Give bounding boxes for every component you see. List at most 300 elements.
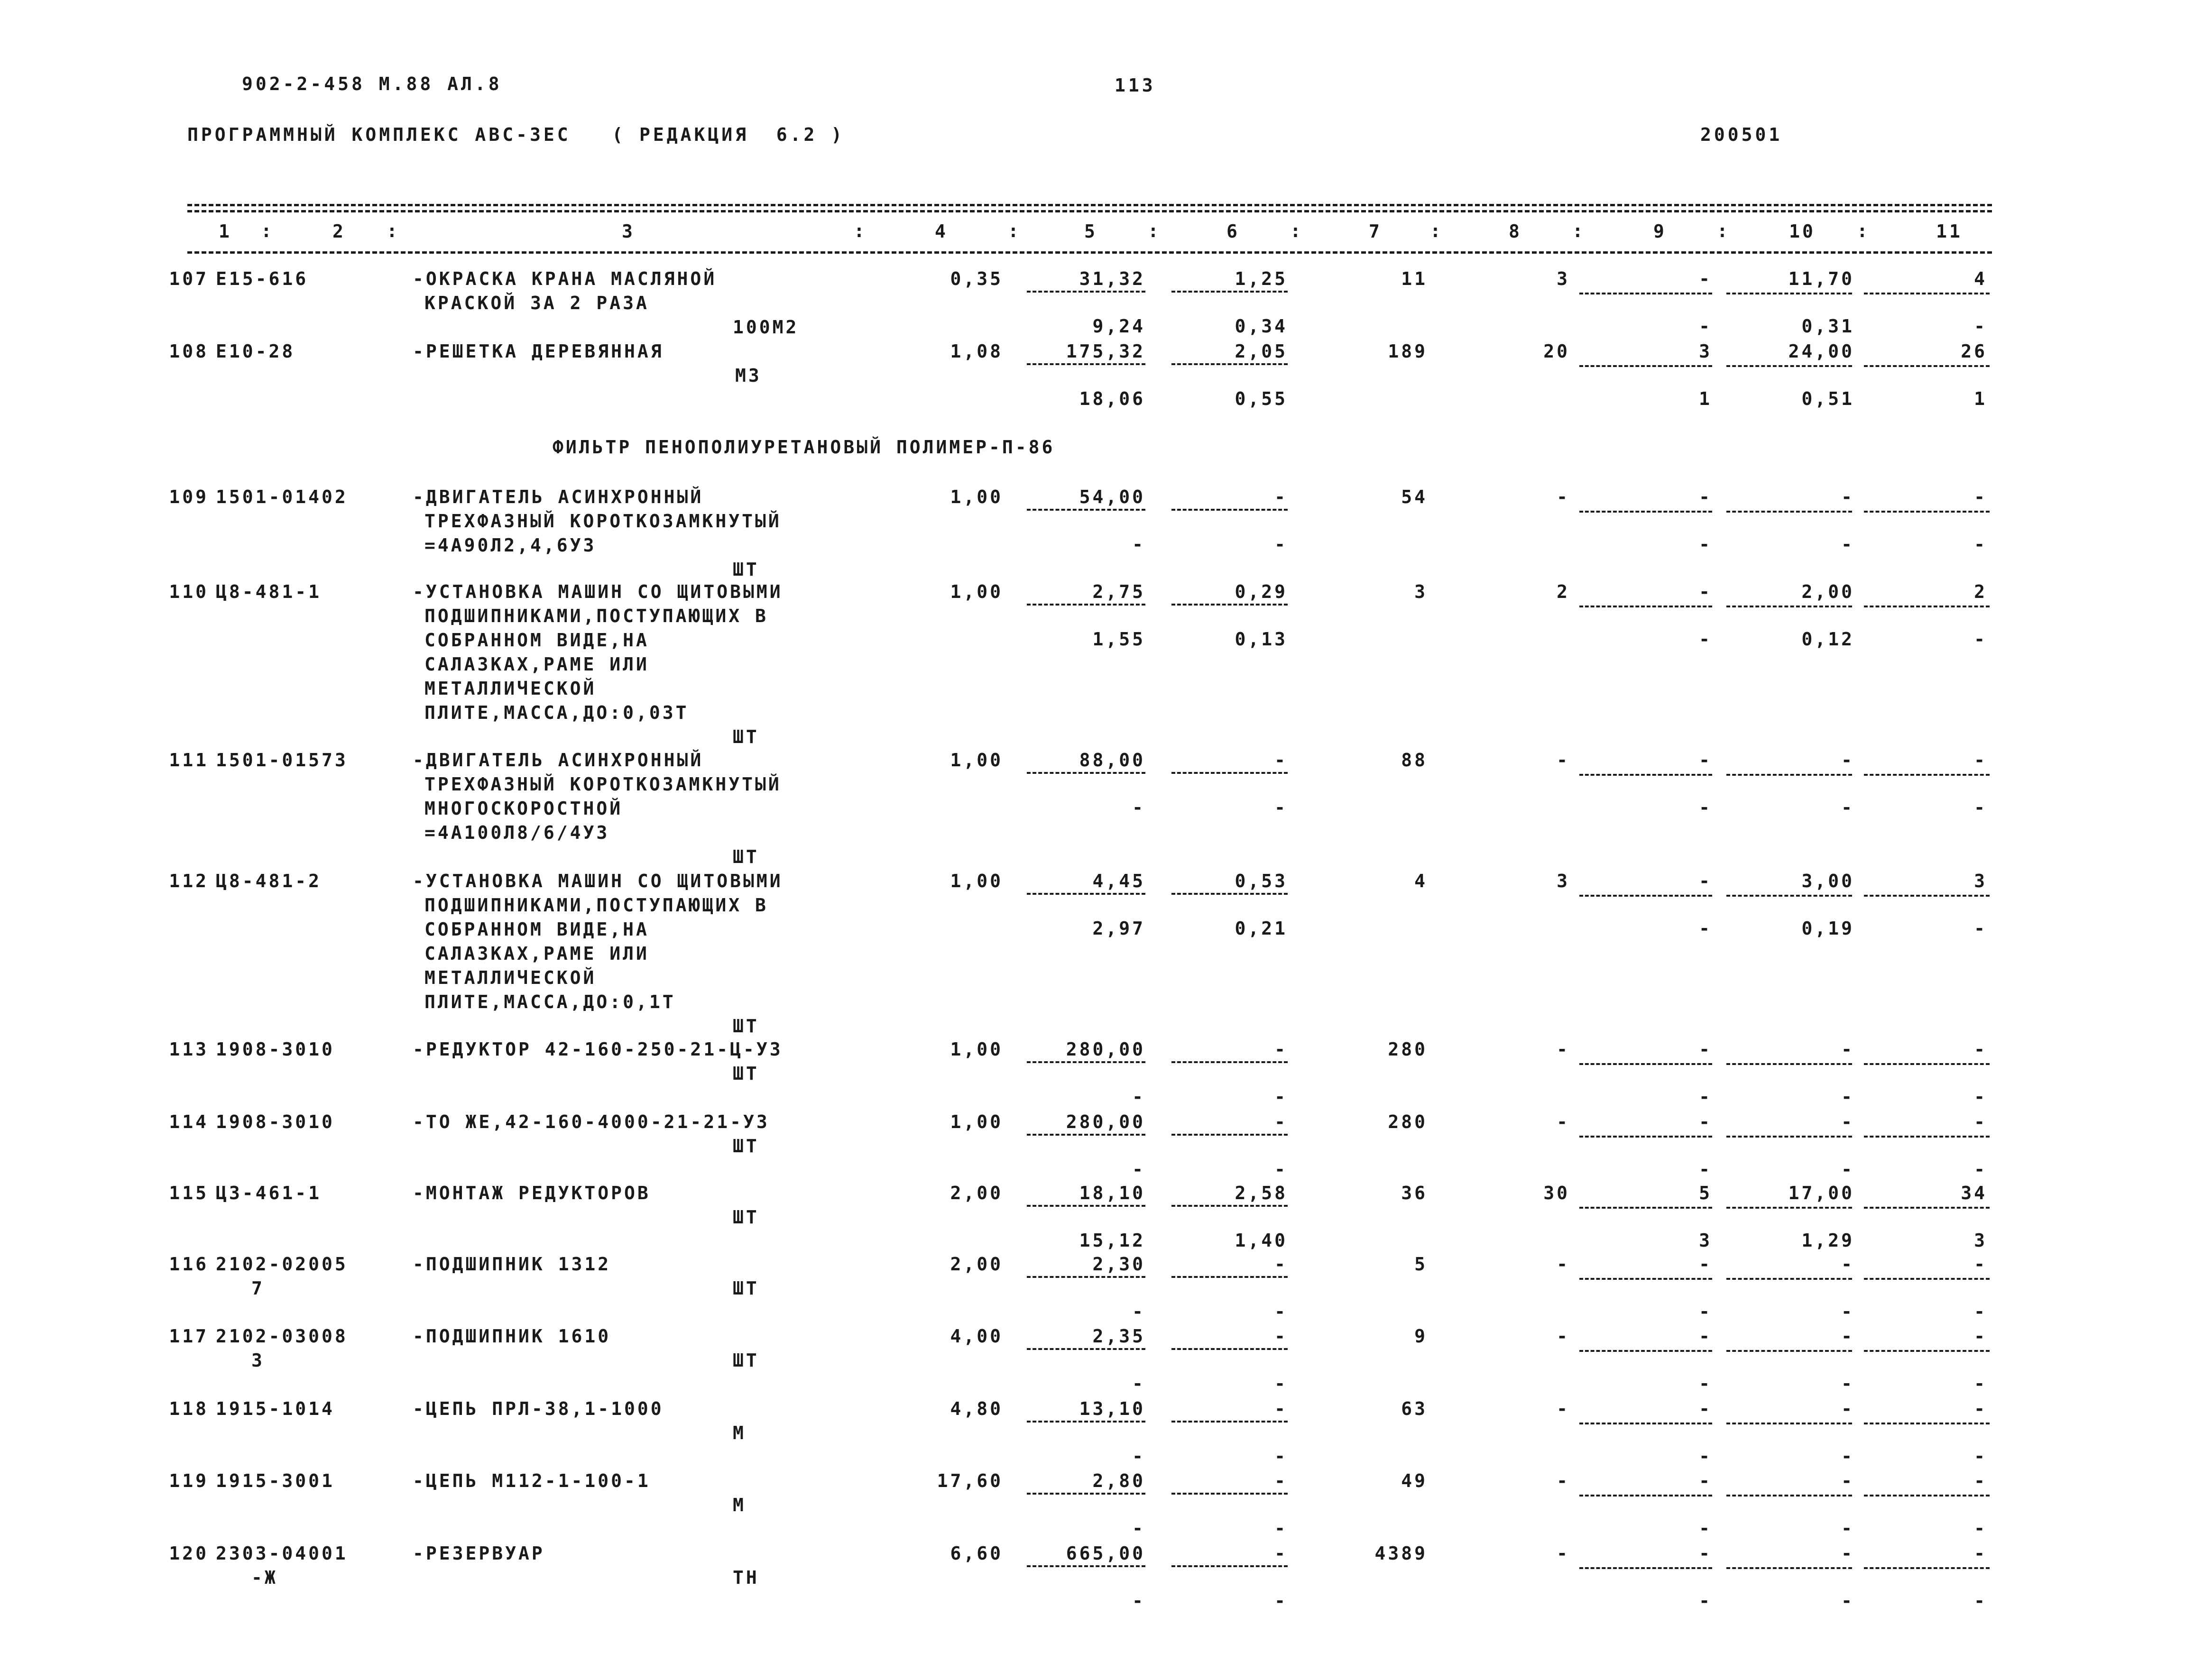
unit-cost-wages: -	[1274, 1254, 1288, 1275]
work-description: МЕТАЛЛИЧЕСКОЙ	[424, 967, 597, 988]
machine-wages: -	[1699, 1159, 1712, 1180]
work-description: -РЕДУКТОР 42-160-250-21-Ц-У3	[413, 1039, 783, 1060]
subtotal-separator	[1864, 1207, 1990, 1209]
machine-wages: -	[1699, 316, 1712, 337]
work-description: -ДВИГАТЕЛЬ АСИНХРОННЫЙ	[413, 750, 704, 771]
unit-cost-wages: -	[1274, 487, 1288, 507]
work-description: -ЦЕПЬ М112-1-100-1	[413, 1470, 651, 1491]
labor-total: -	[1974, 1326, 1987, 1347]
work-description: САЛАЗКАХ,РАМЕ ИЛИ	[424, 943, 649, 964]
machine-wages: 3	[1699, 1230, 1712, 1251]
work-description: -МОНТАЖ РЕДУКТОРОВ	[413, 1183, 651, 1203]
machine-operation: 5	[1699, 1183, 1712, 1203]
unit-cost-machine: 2,97	[1092, 918, 1145, 939]
labor-cost: -	[1841, 487, 1854, 507]
labor-machine: 0,31	[1801, 316, 1854, 337]
row-number: 110	[169, 581, 209, 602]
machine-wages: -	[1699, 1446, 1712, 1467]
labor-machine-total: -	[1974, 629, 1987, 650]
subtotal-separator	[1027, 291, 1145, 293]
subtotal-separator	[1864, 1063, 1990, 1065]
subtotal-separator	[1027, 1493, 1145, 1495]
unit-cost-wages: -	[1274, 1543, 1288, 1564]
row-number: 108	[169, 341, 209, 362]
subtotal-separator	[1864, 365, 1990, 367]
unit-cost-machine-wages: 0,34	[1235, 316, 1288, 337]
subtotal-separator	[1027, 1348, 1145, 1350]
column-header-11: 11	[1936, 221, 1963, 242]
labor-machine: -	[1841, 1446, 1854, 1467]
machine-operation: -	[1699, 1254, 1712, 1275]
unit-of-measure: ШТ	[733, 1207, 759, 1228]
labor-cost: -	[1841, 1039, 1854, 1060]
total-cost: 280	[1388, 1111, 1428, 1132]
subtotal-separator	[1864, 511, 1990, 513]
labor-total: 3	[1974, 871, 1987, 891]
total-wages: -	[1557, 1326, 1570, 1347]
column-header-4: 4	[935, 221, 948, 242]
rate-code: Ц8-481-2	[216, 871, 322, 891]
subtotal-separator	[1027, 772, 1145, 774]
unit-cost-wages: -	[1274, 1111, 1288, 1132]
work-description: -ЦЕПЬ ПРЛ-38,1-1000	[413, 1398, 664, 1419]
subtotal-separator	[1579, 1350, 1712, 1352]
labor-cost: 11,70	[1788, 268, 1854, 289]
unit-cost-total: 2,35	[1092, 1326, 1145, 1347]
unit-cost-total: 13,10	[1079, 1398, 1145, 1419]
unit-cost-machine-wages: 0,55	[1235, 388, 1288, 409]
section-title: ФИЛЬТР ПЕНОПОЛИУРЕТАНОВЫЙ ПОЛИМЕР-П-86	[553, 437, 1055, 458]
total-wages: -	[1557, 750, 1570, 771]
subtotal-separator	[1027, 893, 1145, 895]
row-number: 109	[169, 487, 209, 507]
unit-cost-machine-wages: -	[1274, 797, 1288, 818]
unit-cost-machine-wages: 0,13	[1235, 629, 1288, 650]
labor-machine: -	[1841, 1590, 1854, 1611]
labor-machine-total: -	[1974, 1518, 1987, 1539]
total-wages: 20	[1543, 341, 1570, 362]
subtotal-separator	[1579, 1495, 1712, 1496]
machine-wages: -	[1699, 1518, 1712, 1539]
row-number: 119	[169, 1470, 209, 1491]
column-separator: :	[1290, 220, 1301, 241]
machine-wages: -	[1699, 629, 1712, 650]
unit-of-measure: ШТ	[733, 1136, 759, 1157]
subtotal-separator	[1579, 1278, 1712, 1280]
machine-operation: -	[1699, 1326, 1712, 1347]
machine-operation: 3	[1699, 341, 1712, 362]
labor-total: -	[1974, 487, 1987, 507]
labor-cost: -	[1841, 1111, 1854, 1132]
machine-wages: -	[1699, 1086, 1712, 1107]
unit-cost-total: 280,00	[1066, 1111, 1145, 1132]
work-description: ПОДШИПНИКАМИ,ПОСТУПАЮЩИХ В	[424, 895, 768, 916]
machine-operation: -	[1699, 1111, 1712, 1132]
subtotal-separator	[1726, 606, 1852, 607]
work-description: ТРЕХФАЗНЫЙ КОРОТКОЗАМКНУТЫЙ	[424, 511, 782, 532]
labor-total: -	[1974, 1111, 1987, 1132]
subtotal-separator	[1726, 1423, 1852, 1424]
subtotal-separator	[1726, 895, 1852, 897]
row-number: 116	[169, 1254, 209, 1275]
subtotal-separator	[1171, 509, 1288, 511]
total-cost: 4	[1414, 871, 1428, 891]
machine-operation: -	[1699, 1470, 1712, 1491]
unit-of-measure: ШТ	[733, 1278, 759, 1299]
total-cost: 11	[1401, 268, 1428, 289]
column-separator: :	[1572, 220, 1583, 241]
quantity: 1,00	[950, 1111, 1003, 1132]
row-number: 118	[169, 1398, 209, 1419]
column-header-9: 9	[1653, 221, 1667, 242]
labor-cost: -	[1841, 750, 1854, 771]
labor-total: 4	[1974, 268, 1987, 289]
work-description: МНОГОСКОРОСТНОЙ	[424, 798, 623, 819]
table-top-rule-2	[187, 210, 1992, 212]
labor-machine: 0,12	[1801, 629, 1854, 650]
total-cost: 49	[1401, 1470, 1428, 1491]
subtotal-separator	[1864, 1136, 1990, 1138]
rate-code: 1501-01402	[216, 487, 348, 507]
machine-operation: -	[1699, 1039, 1712, 1060]
total-cost: 54	[1401, 487, 1428, 507]
column-header-7: 7	[1369, 221, 1382, 242]
total-wages: -	[1557, 1398, 1570, 1419]
subtotal-separator	[1171, 1421, 1288, 1423]
unit-cost-total: 54,00	[1079, 487, 1145, 507]
row-number: 111	[169, 750, 209, 771]
subtotal-separator	[1864, 1567, 1990, 1569]
unit-cost-total: 2,30	[1092, 1254, 1145, 1275]
labor-machine: -	[1841, 1159, 1854, 1180]
labor-cost: 3,00	[1801, 871, 1854, 891]
unit-cost-total: 280,00	[1066, 1039, 1145, 1060]
column-header-5: 5	[1084, 221, 1097, 242]
labor-machine-total: -	[1974, 1373, 1987, 1394]
row-number: 114	[169, 1111, 209, 1132]
total-wages: -	[1557, 1470, 1570, 1491]
subtotal-separator	[1171, 893, 1288, 895]
labor-machine-total: -	[1974, 534, 1987, 555]
rate-code: Е10-28	[216, 341, 295, 362]
labor-machine: 0,51	[1801, 388, 1854, 409]
document-code: 902-2-458 М.88 АЛ.8	[242, 73, 502, 94]
subtotal-separator	[1171, 1061, 1288, 1063]
unit-cost-machine: 18,06	[1079, 388, 1145, 409]
total-wages: -	[1557, 1111, 1570, 1132]
machine-operation: -	[1699, 487, 1712, 507]
unit-of-measure: М	[733, 1495, 746, 1515]
quantity: 2,00	[950, 1183, 1003, 1203]
unit-cost-machine-wages: -	[1274, 534, 1288, 555]
quantity: 1,00	[950, 487, 1003, 507]
subtotal-separator	[1726, 1063, 1852, 1065]
subtotal-separator	[1171, 772, 1288, 774]
labor-total: -	[1974, 1470, 1987, 1491]
rate-code-suffix: 7	[251, 1278, 265, 1299]
subtotal-separator	[1171, 1205, 1288, 1207]
labor-machine-total: -	[1974, 1159, 1987, 1180]
subtotal-separator	[1027, 604, 1145, 606]
subtotal-separator	[1864, 606, 1990, 607]
subtotal-separator	[1171, 363, 1288, 365]
work-description: СОБРАННОМ ВИДЕ,НА	[424, 630, 649, 651]
unit-of-measure: ШТ	[733, 726, 759, 747]
unit-cost-machine-wages: -	[1274, 1446, 1288, 1467]
unit-cost-total: 2,80	[1092, 1470, 1145, 1491]
unit-of-measure: М	[733, 1423, 746, 1443]
labor-machine: -	[1841, 797, 1854, 818]
subtotal-separator	[1864, 895, 1990, 897]
labor-total: -	[1974, 1254, 1987, 1275]
subtotal-separator	[1579, 1063, 1712, 1065]
machine-wages: -	[1699, 797, 1712, 818]
unit-cost-machine-wages: -	[1274, 1086, 1288, 1107]
labor-machine: -	[1841, 1301, 1854, 1322]
unit-cost-wages: 0,53	[1235, 871, 1288, 891]
unit-cost-total: 18,10	[1079, 1183, 1145, 1203]
labor-cost: -	[1841, 1398, 1854, 1419]
labor-machine: -	[1841, 534, 1854, 555]
labor-machine: -	[1841, 1086, 1854, 1107]
unit-of-measure: ШТ	[733, 1063, 759, 1084]
column-separator: :	[1148, 220, 1159, 241]
quantity: 4,00	[950, 1326, 1003, 1347]
quantity: 1,00	[950, 581, 1003, 602]
quantity: 0,35	[950, 268, 1003, 289]
labor-machine-total: -	[1974, 1086, 1987, 1107]
subtotal-separator	[1027, 1421, 1145, 1423]
column-header-2: 2	[332, 221, 346, 242]
labor-machine-total: -	[1974, 1590, 1987, 1611]
total-cost: 5	[1414, 1254, 1428, 1275]
report-code: 200501	[1700, 124, 1783, 145]
unit-cost-machine-wages: -	[1274, 1159, 1288, 1180]
unit-cost-machine-wages: 1,40	[1235, 1230, 1288, 1251]
unit-of-measure: ШТ	[733, 1350, 759, 1371]
table-top-rule	[187, 204, 1992, 206]
labor-machine: 0,19	[1801, 918, 1854, 939]
subtotal-separator	[1171, 1493, 1288, 1495]
work-description: -ПОДШИПНИК 1312	[413, 1254, 611, 1275]
unit-cost-total: 175,32	[1066, 341, 1145, 362]
rate-code: 1908-3010	[216, 1039, 335, 1060]
subtotal-separator	[1864, 293, 1990, 294]
column-header-10: 10	[1789, 221, 1816, 242]
page-number: 113	[1115, 75, 1156, 96]
work-description: КРАСКОЙ ЗА 2 РАЗА	[424, 293, 649, 313]
labor-cost: 2,00	[1801, 581, 1854, 602]
work-description: =4А100Л8/6/4У3	[424, 822, 610, 843]
subtotal-separator	[1726, 365, 1852, 367]
work-description: -УСТАНОВКА МАШИН СО ЩИТОВЫМИ	[413, 871, 783, 891]
unit-cost-machine: -	[1132, 1373, 1145, 1394]
total-cost: 280	[1388, 1039, 1428, 1060]
program-title: ПРОГРАММНЫЙ КОМПЛЕКС АВС-3ЕС ( РЕДАКЦИЯ 6.2 )	[187, 124, 845, 145]
work-description: -РЕШЕТКА ДЕРЕВЯННАЯ	[413, 341, 664, 362]
total-cost: 4389	[1374, 1543, 1428, 1564]
total-wages: 2	[1557, 581, 1570, 602]
column-separator: :	[1717, 220, 1728, 241]
subtotal-separator	[1579, 293, 1712, 294]
labor-total: 26	[1961, 341, 1987, 362]
subtotal-separator	[1864, 1278, 1990, 1280]
subtotal-separator	[1027, 1061, 1145, 1063]
work-description: ПОДШИПНИКАМИ,ПОСТУПАЮЩИХ В	[424, 606, 768, 626]
subtotal-separator	[1579, 895, 1712, 897]
rate-code: Ц8-481-1	[216, 581, 322, 602]
unit-cost-wages: 2,58	[1235, 1183, 1288, 1203]
quantity: 1,00	[950, 1039, 1003, 1060]
quantity: 2,00	[950, 1254, 1003, 1275]
labor-cost: -	[1841, 1470, 1854, 1491]
unit-cost-machine-wages: -	[1274, 1373, 1288, 1394]
unit-cost-machine-wages: -	[1274, 1301, 1288, 1322]
unit-of-measure: М3	[735, 365, 762, 386]
subtotal-separator	[1579, 606, 1712, 607]
subtotal-separator	[1726, 1567, 1852, 1569]
labor-machine: -	[1841, 1518, 1854, 1539]
work-description: САЛАЗКАХ,РАМЕ ИЛИ	[424, 654, 649, 675]
labor-machine-total: -	[1974, 1301, 1987, 1322]
row-number: 115	[169, 1183, 209, 1203]
unit-cost-total: 31,32	[1079, 268, 1145, 289]
labor-total: 34	[1961, 1183, 1987, 1203]
subtotal-separator	[1171, 291, 1288, 293]
labor-cost: 24,00	[1788, 341, 1854, 362]
unit-cost-machine: 15,12	[1079, 1230, 1145, 1251]
subtotal-separator	[1579, 1207, 1712, 1209]
work-description: ТРЕХФАЗНЫЙ КОРОТКОЗАМКНУТЫЙ	[424, 774, 782, 795]
total-cost: 189	[1388, 341, 1428, 362]
subtotal-separator	[1579, 1423, 1712, 1424]
column-separator: :	[854, 220, 865, 241]
column-separator: :	[1430, 220, 1441, 241]
unit-cost-machine: -	[1132, 797, 1145, 818]
labor-total: -	[1974, 750, 1987, 771]
work-description: МЕТАЛЛИЧЕСКОЙ	[424, 678, 597, 699]
unit-cost-machine-wages: -	[1274, 1590, 1288, 1611]
machine-wages: -	[1699, 1301, 1712, 1322]
machine-operation: -	[1699, 1398, 1712, 1419]
subtotal-separator	[1171, 1565, 1288, 1567]
unit-cost-wages: 1,25	[1235, 268, 1288, 289]
rate-code: 1915-3001	[216, 1470, 335, 1491]
machine-wages: -	[1699, 534, 1712, 555]
unit-of-measure: ШТ	[733, 846, 759, 867]
subtotal-separator	[1171, 1134, 1288, 1136]
subtotal-separator	[1726, 1495, 1852, 1496]
labor-machine: 1,29	[1801, 1230, 1854, 1251]
quantity: 1,00	[950, 750, 1003, 771]
total-cost: 63	[1401, 1398, 1428, 1419]
total-cost: 3	[1414, 581, 1428, 602]
unit-cost-machine: -	[1132, 1086, 1145, 1107]
subtotal-separator	[1027, 1565, 1145, 1567]
labor-total: -	[1974, 1398, 1987, 1419]
total-wages: -	[1557, 1254, 1570, 1275]
unit-cost-machine-wages: -	[1274, 1518, 1288, 1539]
subtotal-separator	[1027, 363, 1145, 365]
column-header-1: 1	[219, 221, 232, 242]
unit-cost-machine-wages: 0,21	[1235, 918, 1288, 939]
quantity: 6,60	[950, 1543, 1003, 1564]
labor-machine-total: 1	[1974, 388, 1987, 409]
unit-cost-wages: -	[1274, 1470, 1288, 1491]
total-cost: 9	[1414, 1326, 1428, 1347]
header-bottom-rule	[187, 251, 1992, 254]
rate-code: 2102-02005	[216, 1254, 348, 1275]
quantity: 1,00	[950, 871, 1003, 891]
subtotal-separator	[1171, 604, 1288, 606]
column-separator: :	[1857, 220, 1868, 241]
work-description: СОБРАННОМ ВИДЕ,НА	[424, 919, 649, 940]
rate-code: 1908-3010	[216, 1111, 335, 1132]
unit-cost-machine: -	[1132, 1518, 1145, 1539]
labor-machine-total: -	[1974, 797, 1987, 818]
unit-cost-total: 88,00	[1079, 750, 1145, 771]
total-wages: 3	[1557, 268, 1570, 289]
rate-code: 1915-1014	[216, 1398, 335, 1419]
unit-cost-wages: 2,05	[1235, 341, 1288, 362]
total-cost: 36	[1401, 1183, 1428, 1203]
subtotal-separator	[1579, 1136, 1712, 1138]
row-number: 112	[169, 871, 209, 891]
labor-cost: -	[1841, 1254, 1854, 1275]
work-description: -ДВИГАТЕЛЬ АСИНХРОННЫЙ	[413, 487, 704, 507]
quantity: 17,60	[937, 1470, 1003, 1491]
total-cost: 88	[1401, 750, 1428, 771]
subtotal-separator	[1726, 1278, 1852, 1280]
labor-machine-total: -	[1974, 316, 1987, 337]
unit-cost-total: 665,00	[1066, 1543, 1145, 1564]
machine-wages: -	[1699, 1590, 1712, 1611]
unit-cost-machine: -	[1132, 1159, 1145, 1180]
row-number: 107	[169, 268, 209, 289]
labor-machine-total: -	[1974, 918, 1987, 939]
unit-cost-machine: -	[1132, 534, 1145, 555]
labor-total: -	[1974, 1543, 1987, 1564]
subtotal-separator	[1579, 774, 1712, 776]
labor-machine-total: 3	[1974, 1230, 1987, 1251]
labor-cost: 17,00	[1788, 1183, 1854, 1203]
total-wages: 3	[1557, 871, 1570, 891]
machine-operation: -	[1699, 1543, 1712, 1564]
subtotal-separator	[1864, 1350, 1990, 1352]
work-description: ПЛИТЕ,МАССА,ДО:0,1Т	[424, 991, 676, 1012]
unit-cost-total: 2,75	[1092, 581, 1145, 602]
rate-code: 2102-03008	[216, 1326, 348, 1347]
row-number: 113	[169, 1039, 209, 1060]
labor-machine: -	[1841, 1373, 1854, 1394]
labor-cost: -	[1841, 1326, 1854, 1347]
subtotal-separator	[1027, 1205, 1145, 1207]
unit-of-measure: ШТ	[733, 1016, 759, 1037]
machine-operation: -	[1699, 581, 1712, 602]
subtotal-separator	[1579, 1567, 1712, 1569]
unit-cost-wages: -	[1274, 1326, 1288, 1347]
unit-cost-wages: -	[1274, 1398, 1288, 1419]
work-description: -ТО ЖЕ,42-160-4000-21-21-У3	[413, 1111, 770, 1132]
row-number: 120	[169, 1543, 209, 1564]
labor-machine-total: -	[1974, 1446, 1987, 1467]
subtotal-separator	[1027, 1134, 1145, 1136]
quantity: 4,80	[950, 1398, 1003, 1419]
unit-cost-machine: -	[1132, 1590, 1145, 1611]
column-header-3: 3	[622, 221, 635, 242]
subtotal-separator	[1579, 511, 1712, 513]
subtotal-separator	[1726, 1207, 1852, 1209]
